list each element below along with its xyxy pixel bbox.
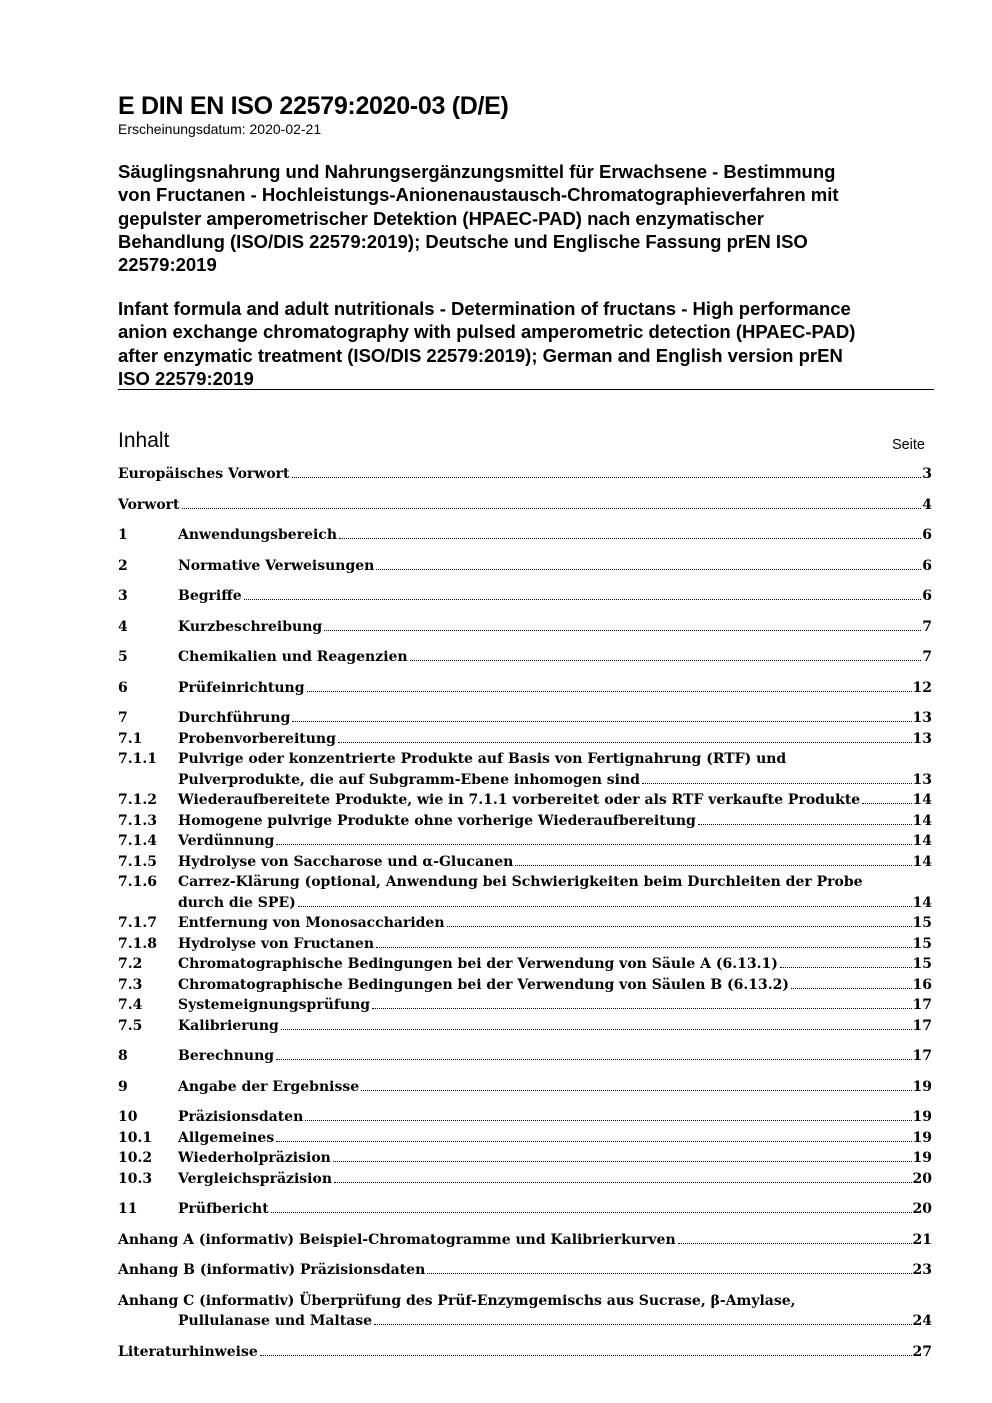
title-english-line: Infant formula and adult nutritionals - Determination of fructans - High performance — [118, 298, 851, 319]
toc-leader-dots — [791, 988, 912, 989]
toc-entry-title: Chromatographische Bedingungen bei der Verwendung von Säulen B (6.13.2) — [178, 976, 790, 993]
toc-entry-page: 23 — [912, 1262, 932, 1278]
toc-entry-title: Vergleichspräzision — [178, 1170, 332, 1187]
toc-entry-title: Kurzbeschreibung — [178, 618, 323, 635]
toc-entry-title: Carrez-Klärung (optional, Anwendung bei Schwierigkeiten beim Durchleiten der Probe — [178, 874, 863, 890]
toc-entry-title-continued: Pulverprodukte, die auf Subgramm-Ebene inhomogen sind — [178, 771, 640, 788]
toc-entry-page: 14 — [912, 792, 932, 808]
toc-entry-page: 27 — [912, 1343, 932, 1360]
toc-entry-title: Wiederholpräzision — [178, 1150, 331, 1166]
toc-leader-dots — [292, 477, 922, 478]
toc-entry-title: Anhang A (informativ) Beispiel-Chromatogramme und Kalibrierkurven — [118, 1231, 676, 1248]
toc-entry-title: Prüfeinrichtung — [178, 679, 305, 696]
toc-leader-dots — [305, 1120, 911, 1121]
toc-entry-page: 14 — [912, 853, 932, 870]
toc-entry-title: Probenvorbereitung — [178, 730, 336, 747]
toc-entry-title: Anwendungsbereich — [178, 527, 337, 543]
toc-entry[interactable] — [118, 464, 932, 485]
toc-leader-dots — [376, 569, 921, 570]
toc-entry-number: 7.4 — [118, 997, 143, 1013]
toc-entry[interactable] — [118, 934, 932, 955]
toc-entry[interactable] — [118, 790, 932, 811]
toc-entry[interactable] — [118, 852, 932, 873]
title-german-line: von Fructanen - Hochleistungs-Anionenaustausch-Chromatographieverfahren mit — [118, 184, 839, 206]
toc-leader-dots — [410, 660, 922, 661]
toc-leader-dots — [244, 599, 922, 600]
toc-leader-dots — [447, 926, 912, 927]
toc-entry-page: 15 — [912, 915, 932, 931]
toc-entry-page: 16 — [912, 976, 932, 993]
toc-entry[interactable] — [118, 872, 932, 913]
toc-entry-title: Allgemeines — [178, 1129, 275, 1146]
toc-entry[interactable] — [118, 1199, 932, 1220]
toc-entry-number: 7.1.5 — [118, 853, 157, 870]
toc-entry-number: 1 — [118, 527, 128, 543]
toc-leader-dots — [339, 538, 921, 539]
toc-entry[interactable] — [118, 1169, 932, 1190]
toc-entry-title: Prüfbericht — [178, 1201, 269, 1217]
toc-leader-dots — [862, 803, 911, 804]
toc-entry-page: 13 — [912, 710, 932, 726]
toc-entry[interactable] — [118, 975, 932, 996]
toc-entry-title: Chromatographische Bedingungen bei der Verwendung von Säule A (6.13.1) — [178, 956, 778, 972]
toc-leader-dots — [182, 508, 922, 509]
toc-entry-page: 21 — [912, 1231, 932, 1248]
toc-leader-dots — [642, 783, 912, 784]
toc-entry-number: 7.5 — [118, 1017, 143, 1034]
toc-entry-number: 9 — [118, 1078, 128, 1095]
toc-entry-number: 7.1.6 — [118, 874, 157, 890]
toc-leader-dots — [361, 1090, 911, 1091]
toc-entry[interactable] — [118, 1230, 932, 1251]
toc-leader-dots — [276, 1059, 911, 1060]
toc-entry-page: 14 — [912, 894, 932, 911]
toc-entry-title: Normative Verweisungen — [178, 557, 375, 574]
toc-entry[interactable] — [118, 647, 932, 668]
toc-entry-title: Vorwort — [118, 496, 180, 513]
toc-leader-dots — [376, 947, 911, 948]
toc-entry[interactable] — [118, 1260, 932, 1281]
toc-entry-page: 12 — [912, 679, 932, 696]
toc-entry[interactable] — [118, 617, 932, 638]
toc-entry-page: 6 — [922, 527, 932, 543]
toc-entry-title: Präzisionsdaten — [178, 1109, 304, 1125]
toc-leader-dots — [372, 1008, 911, 1009]
toc-entry-number: 7.1.8 — [118, 935, 157, 952]
toc-leader-dots — [427, 1273, 911, 1274]
toc-leader-dots — [271, 1212, 912, 1213]
title-german-line: Säuglingsnahrung und Nahrungsergänzungsmittel für Erwachsene - Bestimmung — [118, 161, 836, 182]
toc-entry-page: 20 — [912, 1170, 932, 1187]
toc-entry-page: 3 — [922, 466, 932, 482]
toc-entry-number: 4 — [118, 618, 128, 635]
toc-leader-dots — [292, 721, 911, 722]
toc-entry-page: 7 — [922, 649, 932, 665]
toc-leader-dots — [678, 1243, 912, 1244]
toc-leader-dots — [780, 967, 912, 968]
toc-leader-dots — [338, 742, 912, 743]
toc-entry-number: 10.2 — [118, 1150, 153, 1166]
toc-entry-title: Chemikalien und Reagenzien — [178, 649, 408, 665]
toc-heading: Inhalt — [118, 429, 170, 452]
toc-entry-title: Kalibrierung — [178, 1017, 279, 1034]
toc-entry-number: 7.1.3 — [118, 812, 157, 829]
toc-entry-page: 7 — [922, 618, 932, 635]
toc-entry[interactable] — [118, 556, 932, 577]
toc-entry-number: 7 — [118, 710, 128, 726]
title-german — [118, 160, 938, 276]
toc-entry[interactable] — [118, 749, 932, 790]
toc-entry-page: 14 — [912, 812, 932, 829]
toc-leader-dots — [515, 865, 911, 866]
toc-leader-dots — [298, 906, 912, 907]
toc-entry[interactable] — [118, 1128, 932, 1149]
toc-entry-title: Verdünnung — [178, 833, 275, 849]
toc-entry-page: 17 — [912, 1048, 932, 1064]
toc-leader-dots — [334, 1182, 912, 1183]
toc-entry-number: 10.3 — [118, 1170, 153, 1187]
toc-entry-title: Begriffe — [178, 588, 242, 604]
toc-entry[interactable] — [118, 831, 932, 852]
toc-entry[interactable] — [118, 1077, 932, 1098]
toc-leader-dots — [698, 824, 912, 825]
publication-date: Erscheinungsdatum: 2020-02-21 — [118, 121, 322, 137]
toc-entry-title-continued: Pullulanase und Maltase — [178, 1313, 373, 1329]
toc-entry-title: Wiederaufbereitete Produkte, wie in 7.1.1 vorbereitet oder als RTF verkaufte Produkte — [178, 792, 861, 808]
toc-entry-number: 7.1.1 — [118, 751, 157, 767]
toc-entry-page: 4 — [922, 496, 932, 513]
toc-entry-number: 7.1.4 — [118, 833, 157, 849]
toc-entry-page: 6 — [922, 557, 932, 574]
toc-entry[interactable] — [118, 811, 932, 832]
toc-entry[interactable] — [118, 1291, 932, 1332]
toc-entry-page: 17 — [912, 997, 932, 1013]
title-english — [118, 297, 938, 390]
toc-entry-page: 13 — [912, 730, 932, 747]
toc-entry-number: 7.1.7 — [118, 915, 157, 931]
toc-entry-page: 14 — [912, 833, 932, 849]
toc-entry-number: 8 — [118, 1048, 128, 1064]
toc-entry[interactable] — [118, 954, 932, 975]
toc-entry[interactable] — [118, 708, 932, 729]
document-id: E DIN EN ISO 22579:2020-03 (D/E) — [118, 92, 509, 120]
toc-entry-page: 6 — [922, 588, 932, 604]
toc-entry-title: Anhang B (informativ) Präzisionsdaten — [118, 1262, 426, 1278]
toc-page-label: Seite — [891, 437, 925, 453]
toc-entry-title: Pulvrige oder konzentrierte Produkte auf Basis von Fertignahrung (RTF) und — [178, 751, 787, 767]
toc-entry-title: Systemeignungsprüfung — [178, 997, 371, 1013]
title-divider — [118, 389, 934, 390]
toc-entry-number: 7.3 — [118, 976, 143, 993]
toc-leader-dots — [307, 691, 912, 692]
toc-entry[interactable] — [118, 1342, 932, 1363]
toc-entry[interactable] — [118, 1107, 932, 1128]
toc-entry-page: 19 — [912, 1109, 932, 1125]
toc-leader-dots — [276, 844, 911, 845]
toc-entry-title: Literaturhinweise — [118, 1343, 258, 1360]
toc-entry[interactable] — [118, 586, 932, 607]
toc-entry-title: Angabe der Ergebnisse — [178, 1078, 360, 1095]
toc-entry[interactable] — [118, 525, 932, 546]
toc-entry[interactable] — [118, 1046, 932, 1067]
toc-entry-number: 7.1 — [118, 730, 143, 747]
toc-leader-dots — [276, 1141, 911, 1142]
toc-entry[interactable] — [118, 913, 932, 934]
toc-entry-page: 13 — [912, 771, 932, 788]
toc-entry-page: 19 — [912, 1150, 932, 1166]
toc-entry-number: 7.1.2 — [118, 792, 157, 808]
toc-entry-title: Hydrolyse von Saccharose und α-Glucanen — [178, 853, 514, 870]
toc-entry-title: Hydrolyse von Fructanen — [178, 935, 375, 952]
toc-entry-number: 5 — [118, 649, 128, 665]
toc-entry-number: 10 — [118, 1109, 138, 1125]
toc-entry-page: 24 — [912, 1313, 932, 1329]
toc-entry-page: 15 — [912, 956, 932, 972]
toc-entry-page: 15 — [912, 935, 932, 952]
toc-entry-number: 6 — [118, 679, 128, 696]
toc-leader-dots — [260, 1355, 912, 1356]
toc-leader-dots — [281, 1029, 912, 1030]
toc-entry[interactable] — [118, 678, 932, 699]
title-german-line: gepulster amperometrischer Detektion (HPAEC-PAD) nach enzymatischer — [118, 207, 764, 229]
toc-entry-title-continued: durch die SPE) — [178, 894, 296, 911]
toc-entry[interactable] — [118, 729, 932, 750]
toc-entry-page: 19 — [912, 1078, 932, 1095]
toc-entry-title: Entfernung von Monosacchariden — [178, 915, 445, 931]
toc-entry-page: 19 — [912, 1129, 932, 1146]
title-german-line: Behandlung (ISO/DIS 22579:2019); Deutsche und Englische Fassung prEN ISO — [118, 230, 808, 252]
toc-entry-number: 11 — [118, 1201, 138, 1217]
title-german-line: 22579:2019 — [118, 254, 217, 276]
toc-entry-page: 17 — [912, 1017, 932, 1034]
toc-entry-title: Durchführung — [178, 710, 291, 726]
toc-entry[interactable] — [118, 495, 932, 516]
title-english-line: anion exchange chromatography with pulsed amperometric detection (HPAEC-PAD) — [118, 321, 856, 343]
toc-entry-number: 3 — [118, 588, 128, 604]
toc-entry-number: 2 — [118, 557, 128, 574]
toc-entry[interactable] — [118, 1016, 932, 1037]
toc-entry-title: Europäisches Vorwort — [118, 466, 290, 482]
toc-entry-number: 7.2 — [118, 956, 143, 972]
table-of-contents — [118, 464, 932, 1362]
toc-leader-dots — [333, 1161, 912, 1162]
title-english-line: ISO 22579:2019 — [118, 367, 254, 389]
toc-entry-title: Anhang C (informativ) Überprüfung des Prüf-Enzymgemischs aus Sucrase, β-Amylase, — [118, 1292, 796, 1309]
toc-entry-page: 20 — [912, 1201, 932, 1217]
title-english-line: after enzymatic treatment (ISO/DIS 22579:2019); German and English version prEN — [118, 344, 843, 366]
toc-leader-dots — [374, 1324, 911, 1325]
toc-entry-title: Homogene pulvrige Produkte ohne vorherige Wiederaufbereitung — [178, 812, 696, 829]
toc-leader-dots — [324, 630, 921, 631]
toc-entry[interactable] — [118, 1148, 932, 1169]
toc-entry-title: Berechnung — [178, 1048, 275, 1064]
toc-entry[interactable] — [118, 995, 932, 1016]
toc-entry-number: 10.1 — [118, 1129, 153, 1146]
